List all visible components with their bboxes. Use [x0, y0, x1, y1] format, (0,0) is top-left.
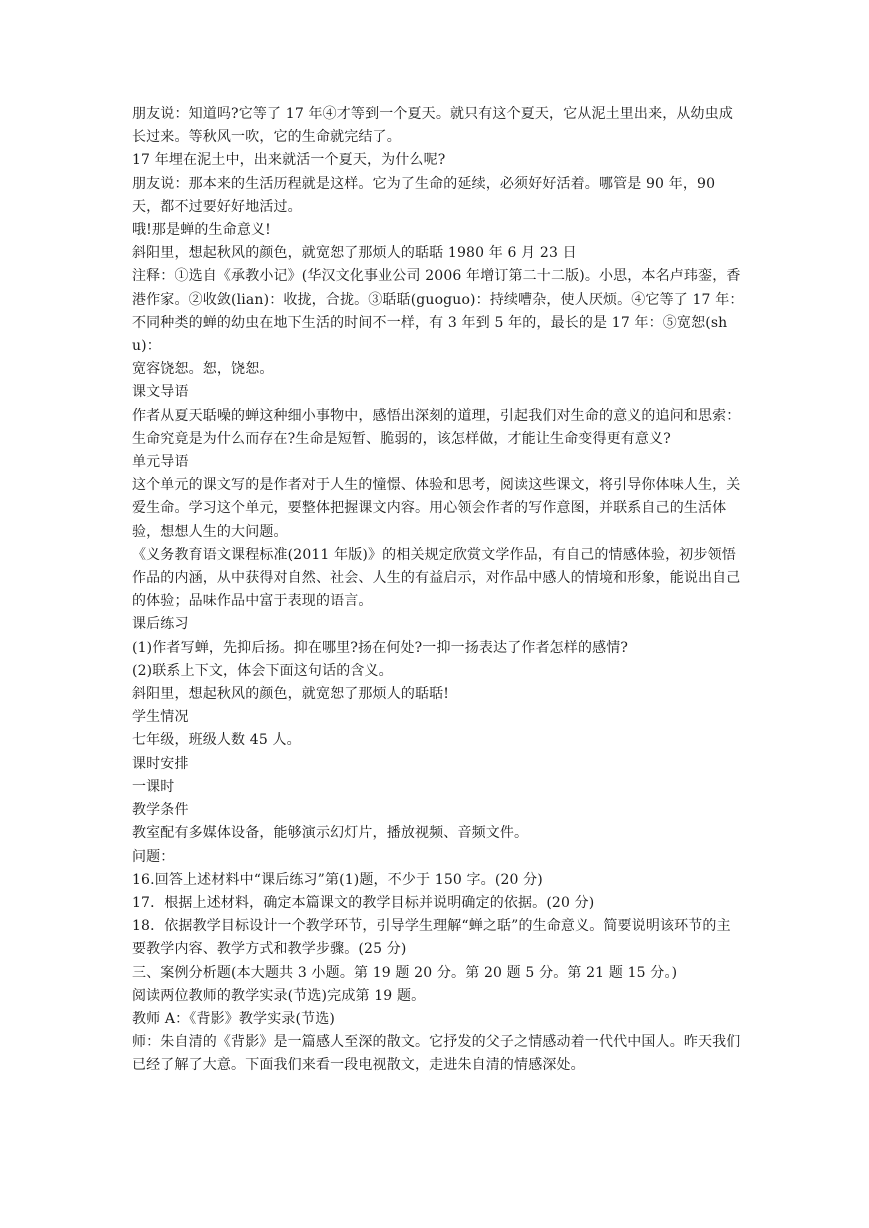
paragraph-why-question: 17 年埋在泥土中，出来就活一个夏天，为什么呢?	[132, 152, 446, 169]
exercise-item-1: (1)作者写蝉，先抑后扬。抑在哪里?扬在何处?一抑一扬表达了作者怎样的感情?	[132, 639, 629, 656]
heading-class-schedule: 课时安排	[132, 755, 189, 772]
paragraph-student-situation: 七年级，班级人数 45 人。	[132, 732, 301, 749]
paragraph-lesson-guide: 作者从夏天聒噪的蝉这种细小事物中，感悟出深刻的道理，引起我们对生命的意义的追问和思索：生命究竟是为什么而存在?生命是短暂、脆弱的，该怎样做，才能让生命变得更有意义?	[132, 407, 741, 447]
document-page	[132, 103, 744, 1078]
paragraph-notes-continued: 宽容饶恕。恕，饶恕。	[132, 361, 274, 378]
paragraph-notes: 注释：①选自《承教小记》(华汉文化事业公司 2006 年增订第二十二版)。小思，本名卢玮銮，香港作家。②收敛(lian)：收拢，合拢。③聒聒(guoguo)：持续嘈杂，使人厌烦。④它等了 17 年：不同种类的蝉的幼虫在地下生活的时间不一样，有 3 年到 5 年的，最长的是 17 年：⑤宽恕(shu)：	[132, 268, 744, 355]
heading-teaching-conditions: 教学条件	[132, 802, 189, 819]
paragraph-friend-says-life-course: 朋友说：那本来的生活历程就是这样。它为了生命的延续，必须好好活着。哪管是 90 年，90 天，都不过要好好地活过。	[132, 175, 720, 215]
heading-student-situation: 学生情况	[132, 709, 189, 726]
paragraph-cicada-meaning: 哦!那是蝉的生命意义!	[132, 222, 271, 239]
heading-unit-guide: 单元导语	[132, 454, 189, 471]
paragraph-teacher-a-title: 教师 A：《背影》教学实录(节选)	[132, 1010, 336, 1027]
paragraph-unit-guide: 这个单元的课文写的是作者对于人生的憧憬、体验和思考，阅读这些课文，将引导你体味人生，关爱生命。学习这个单元，要整体把握课文内容。用心领会作者的写作意图，并联系自己的生活体验，想想人生的大问题。	[132, 477, 741, 540]
question-17: 17．根据上述材料，确定本篇课文的教学目标并说明确定的依据。(20 分)	[132, 894, 595, 911]
question-18: 18．依据教学目标设计一个教学环节，引导学生理解“蝉之聒”的生命意义。简要说明该环节的主	[132, 918, 731, 935]
section-case-analysis-heading: 三、案例分析题(本大题共 3 小题。第 19 题 20 分。第 20 题 5 分。第 21 题 15 分。)	[132, 964, 678, 981]
paragraph-class-schedule: 一课时	[132, 778, 175, 795]
exercise-item-2: (2)联系上下文，体会下面这句话的含义。	[132, 662, 393, 679]
question-16: 16.回答上述材料中“课后练习”第(1)题，不少于 150 字。(20 分)	[132, 871, 543, 888]
paragraph-teacher-a-transcript: 师：朱自清的《背影》是一篇感人至深的散文。它抒发的父子之情感动着一代代中国人。昨天我们已经了解了大意。下面我们来看一段电视散文，走进朱自清的情感深处。	[132, 1034, 741, 1074]
exercise-quote: 斜阳里，想起秋风的颜色，就宽恕了那烦人的聒聒!	[132, 686, 450, 703]
question-18-continued: 要教学内容、教学方式和教学步骤。(25 分)	[132, 941, 407, 958]
paragraph-closing-line-date: 斜阳里，想起秋风的颜色，就宽恕了那烦人的聒聒 1980 年 6 月 23 日	[132, 245, 577, 262]
paragraph-friend-says-17-years: 朋友说：知道吗?它等了 17 年④才等到一个夏天。就只有这个夏天，它从泥土里出来，从幼虫成长过来。等秋风一吹，它的生命就完结了。	[132, 106, 733, 146]
paragraph-read-instructions: 阅读两位教师的教学实录(节选)完成第 19 题。	[132, 987, 426, 1004]
paragraph-teaching-conditions: 教室配有多媒体设备，能够演示幻灯片，播放视频、音频文件。	[132, 825, 529, 842]
heading-exercises: 课后练习	[132, 616, 189, 633]
paragraph-curriculum-standard: 《义务教育语文课程标准(2011 年版)》的相关规定欣赏文学作品，有自己的情感体验，初步领悟作品的内涵，从中获得对自然、社会、人生的有益启示，对作品中感人的情境和形象，能说出自己的体验；品味作品中富于表现的语言。	[132, 546, 741, 610]
heading-lesson-guide: 课文导语	[132, 384, 189, 401]
heading-questions: 问题：	[132, 848, 175, 865]
